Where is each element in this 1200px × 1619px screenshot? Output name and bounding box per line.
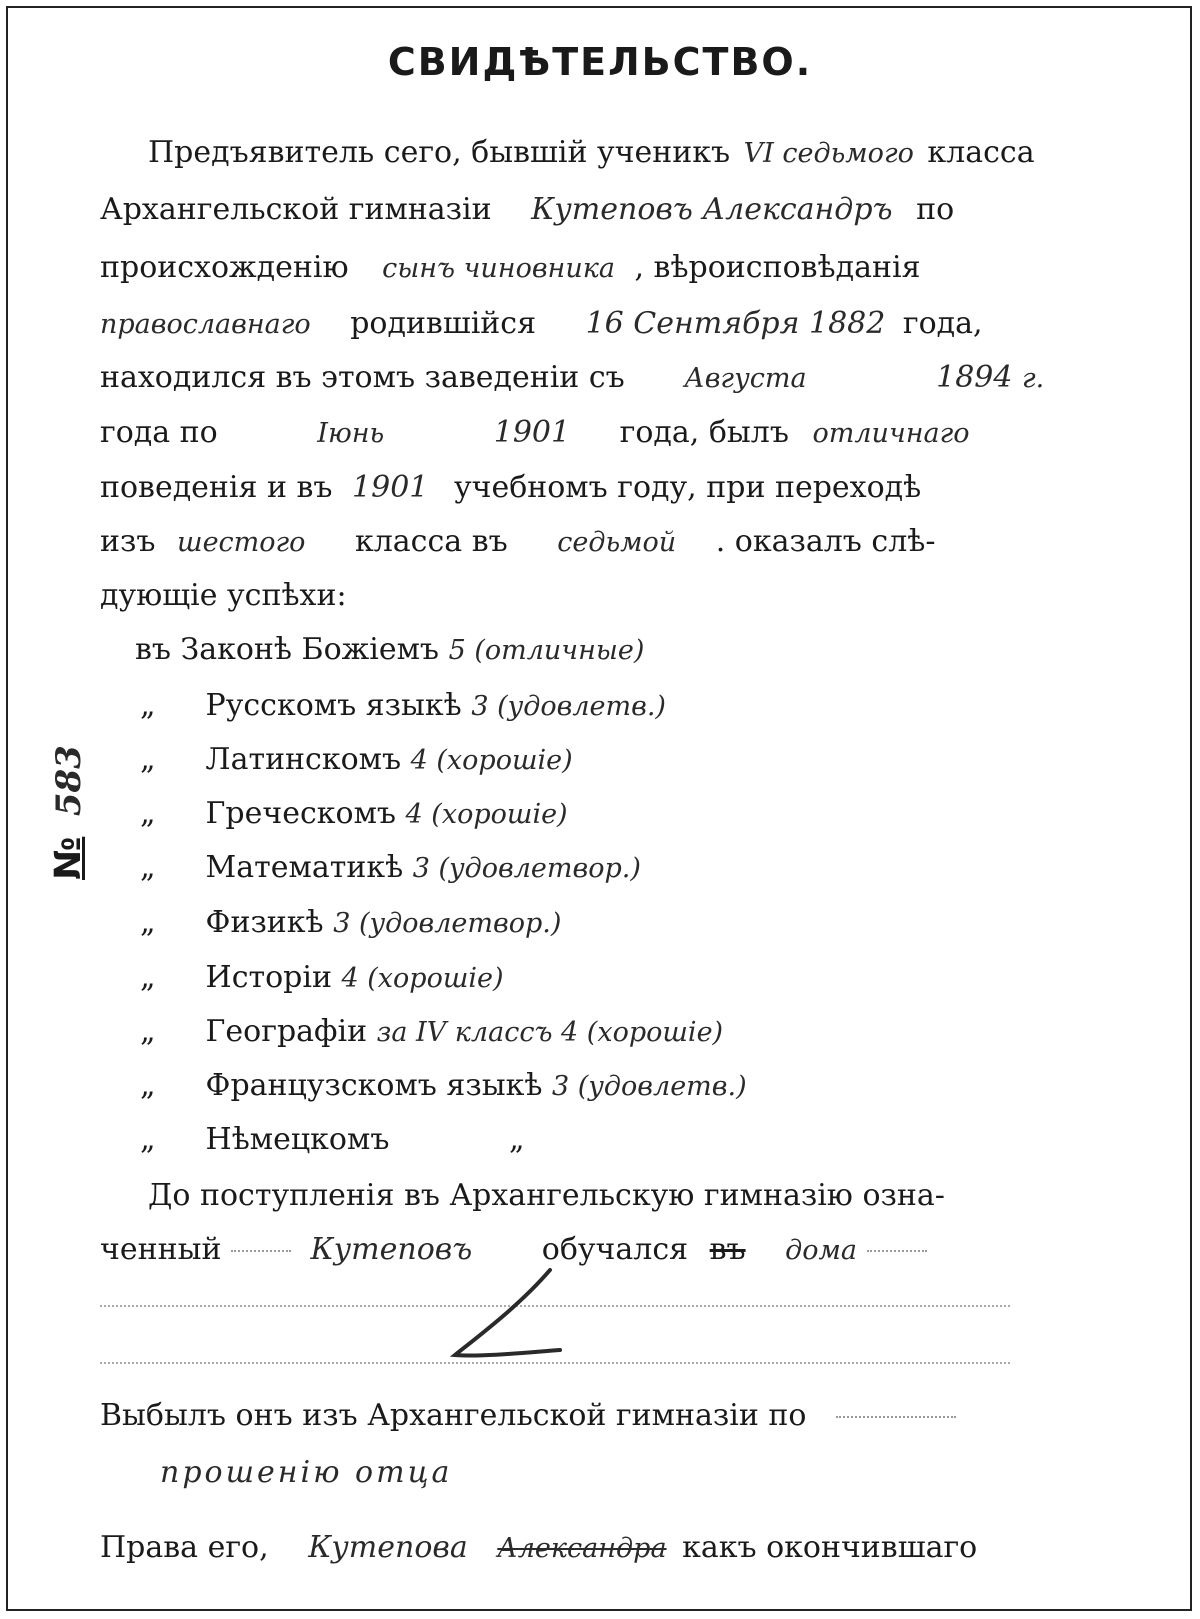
- line-text: Права его,: [100, 1530, 269, 1565]
- handwritten-surname-genitive: Кутепова: [308, 1530, 468, 1565]
- line-text: происхожденію: [100, 250, 349, 285]
- text-line-rights: [100, 1530, 977, 1566]
- grade-value: 4 (хорошіе): [341, 963, 504, 994]
- struck-handwritten-name: Александра: [497, 1533, 667, 1564]
- dotted-leader: [867, 1250, 927, 1252]
- line-text: года,: [902, 306, 983, 341]
- line-text: класса въ: [354, 524, 508, 559]
- grade-row: [140, 905, 561, 941]
- grade-prefix: „: [140, 850, 156, 885]
- line-text: какъ окончившаго: [682, 1530, 978, 1565]
- document-title: СВИДѢТЕЛЬСТВО.: [387, 40, 813, 84]
- text-line-previous-education: [148, 1178, 945, 1214]
- text-line-left-school: [100, 1398, 956, 1434]
- line-text: дующіе успѣхи:: [100, 578, 347, 613]
- grade-subject: Исторіи: [205, 960, 332, 995]
- grade-value: 3 (удовлетв.): [551, 1071, 747, 1102]
- text-line-9: [100, 578, 347, 614]
- grade-row: [140, 796, 568, 832]
- grade-row: [140, 1122, 525, 1158]
- line-text: родившійся: [350, 306, 537, 341]
- grade-row: [140, 850, 641, 886]
- handwritten-birth-date: 16 Сентября 1882: [585, 306, 886, 341]
- handwritten-end-month: Іюнь: [317, 418, 385, 449]
- grade-value: 5 (отличные): [448, 635, 645, 666]
- dotted-leader: [836, 1416, 956, 1418]
- handwritten-year-abbrev: г.: [1022, 363, 1045, 394]
- text-line-4: [100, 306, 983, 342]
- grade-subject: Нѣмецкомъ: [205, 1122, 390, 1157]
- grade-prefix: „: [140, 688, 156, 723]
- handwritten-end-year: 1901: [493, 415, 571, 450]
- grade-row: [140, 1014, 723, 1050]
- grade-value: 4 (хорошіе): [405, 799, 568, 830]
- grade-value: 3 (удовлетвор.): [412, 853, 641, 884]
- text-line-studied-at: [100, 1232, 927, 1268]
- grade-row: [140, 960, 504, 996]
- grade-prefix: „: [140, 742, 156, 777]
- line-text: До поступленія въ Архангельскую гимназію озна-: [148, 1178, 945, 1213]
- line-text: Предъявитель сего, бывшій ученикъ: [148, 135, 731, 170]
- handwritten-home: дома: [785, 1235, 857, 1266]
- grade-prefix: въ: [135, 632, 171, 667]
- grade-value: 4 (хорошіе): [410, 745, 573, 776]
- handwritten-student-name: Кутеповъ Александръ: [531, 192, 893, 227]
- line-text: находился въ этомъ заведеніи съ: [100, 360, 625, 395]
- line-text: поведенія и въ: [100, 470, 333, 505]
- text-line-6: [100, 415, 970, 451]
- grade-subject: Греческомъ: [205, 796, 396, 831]
- grade-subject: Русскомъ языкѣ: [205, 688, 462, 723]
- handwritten-conduct: отличнаго: [812, 418, 970, 449]
- text-line-8: [100, 524, 936, 560]
- grade-subject: Латинскомъ: [205, 742, 402, 777]
- line-text: изъ: [100, 524, 156, 559]
- grade-prefix: „: [140, 905, 156, 940]
- grade-subject: Географіи: [205, 1014, 368, 1049]
- handwritten-to-class: седьмой: [557, 527, 677, 558]
- handwritten-class: VI седьмого: [743, 138, 914, 169]
- line-text: года по: [100, 415, 218, 450]
- text-line-reason: [160, 1455, 452, 1491]
- line-text: Выбылъ онъ изъ Архангельской гимназіи по: [100, 1398, 807, 1433]
- grade-subject: Французскомъ языкѣ: [205, 1068, 543, 1103]
- text-line-1: [148, 135, 1035, 171]
- handwritten-start-year: 1894: [936, 360, 1013, 395]
- handwritten-from-class: шестого: [177, 527, 306, 558]
- grade-value: 3 (удовлетвор.): [333, 908, 562, 939]
- grade-row: [140, 742, 573, 778]
- line-text: по: [916, 192, 955, 227]
- text-line-2: [100, 192, 954, 228]
- grade-subject: Физикѣ: [205, 905, 324, 940]
- line-text: учебномъ году, при переходѣ: [453, 470, 922, 505]
- number-value: 583: [49, 745, 89, 817]
- grade-row: [140, 1068, 747, 1104]
- number-sign: №: [48, 836, 89, 880]
- handwritten-origin: сынъ чиновника: [382, 253, 615, 284]
- handwritten-surname: Кутеповъ: [310, 1232, 473, 1267]
- text-line-7: [100, 470, 921, 506]
- line-text: класса: [927, 135, 1035, 170]
- text-line-5: [100, 360, 1044, 396]
- grade-value: за IV классъ 4 (хорошіе): [376, 1017, 724, 1048]
- line-text: . оказалъ слѣ-: [715, 524, 936, 559]
- line-text: , вѣроисповѣданія: [634, 250, 921, 285]
- line-text: года, былъ: [619, 415, 789, 450]
- grade-prefix: „: [140, 1014, 156, 1049]
- grade-row: [140, 688, 666, 724]
- grade-prefix: „: [140, 1068, 156, 1103]
- handwritten-reason: прошенію отца: [160, 1455, 453, 1490]
- grade-prefix: „: [140, 796, 156, 831]
- line-text: Архангельской гимназіи: [100, 192, 492, 227]
- text-line-3: [100, 250, 921, 286]
- grade-prefix: „: [140, 1122, 156, 1157]
- dotted-leader: [231, 1250, 291, 1252]
- struck-text: въ: [709, 1232, 746, 1267]
- grade-prefix: „: [140, 960, 156, 995]
- certificate-number: [18, 720, 118, 900]
- line-text: ченный: [100, 1232, 222, 1267]
- line-text: обучался: [541, 1232, 689, 1267]
- grade-row: [135, 632, 644, 668]
- grade-value: „: [508, 1122, 525, 1157]
- grade-subject: Законѣ Божіемъ: [180, 632, 440, 667]
- handwritten-flourish: [440, 1265, 570, 1365]
- handwritten-start-month: Августа: [684, 363, 807, 394]
- handwritten-religion: православнаго: [100, 309, 311, 340]
- handwritten-school-year: 1901: [352, 470, 429, 505]
- grade-value: 3 (удовлетв.): [471, 691, 666, 722]
- grade-subject: Математикѣ: [205, 850, 404, 885]
